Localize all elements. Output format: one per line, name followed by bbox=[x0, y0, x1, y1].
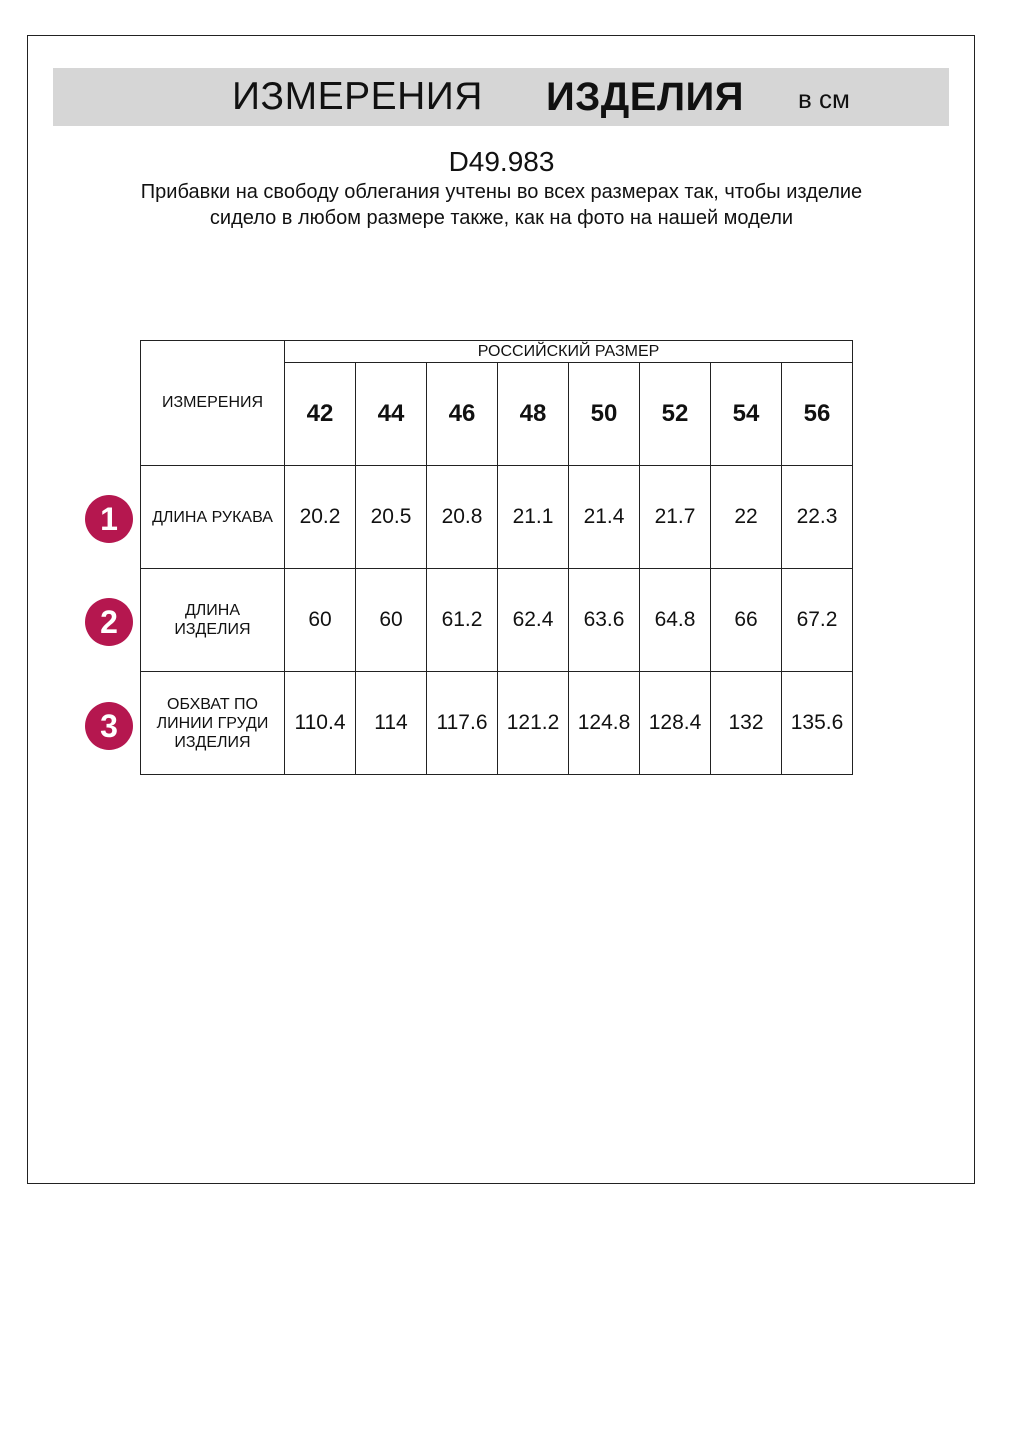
table-cell: 63.6 bbox=[569, 569, 640, 672]
fit-note: Прибавки на свободу облегания учтены во всех размерах так, чтобы изделие сидело в любом размере также, как на фото на нашей модели bbox=[140, 181, 863, 229]
title-banner bbox=[53, 68, 949, 126]
row-label-chest-girth bbox=[141, 672, 285, 775]
size-group-header: РОССИЙСКИЙ РАЗМЕР bbox=[285, 341, 853, 363]
table-cell: 117.6 bbox=[427, 672, 498, 775]
measurements-header: ИЗМЕРЕНИЯ bbox=[141, 341, 285, 466]
size-44: 44 bbox=[356, 363, 427, 466]
table-cell: 110.4 bbox=[285, 672, 356, 775]
table-cell: 60 bbox=[285, 569, 356, 672]
size-56: 56 bbox=[782, 363, 853, 466]
table-cell: 22 bbox=[711, 466, 782, 569]
size-46: 46 bbox=[427, 363, 498, 466]
table-cell: 21.1 bbox=[498, 466, 569, 569]
table-cell: 67.2 bbox=[782, 569, 853, 672]
row-label-chest-girth-text: ОБХВАТ ПО ЛИНИИ ГРУДИ ИЗДЕЛИЯ bbox=[156, 695, 269, 751]
article-number: D49.983 bbox=[448, 146, 555, 177]
table-cell: 20.8 bbox=[427, 466, 498, 569]
table-cell: 114 bbox=[356, 672, 427, 775]
table-cell: 64.8 bbox=[640, 569, 711, 672]
size-52: 52 bbox=[640, 363, 711, 466]
size-54: 54 bbox=[711, 363, 782, 466]
badge-2: 2 bbox=[85, 598, 133, 646]
badge-1: 1 bbox=[85, 495, 133, 543]
table-cell: 20.5 bbox=[356, 466, 427, 569]
table-cell: 128.4 bbox=[640, 672, 711, 775]
row-label-garment-length-text: ДЛИНА ИЗДЕЛИЯ bbox=[174, 602, 251, 638]
table-cell: 20.2 bbox=[285, 466, 356, 569]
title-part2: ИЗДЕЛИЯ bbox=[546, 75, 745, 119]
size-50: 50 bbox=[569, 363, 640, 466]
size-48: 48 bbox=[498, 363, 569, 466]
badge-3: 3 bbox=[85, 702, 133, 750]
table-row bbox=[141, 672, 853, 775]
table-row bbox=[141, 466, 853, 569]
table-cell: 132 bbox=[711, 672, 782, 775]
table-row bbox=[141, 569, 853, 672]
table-cell: 22.3 bbox=[782, 466, 853, 569]
size-42: 42 bbox=[285, 363, 356, 466]
table-cell: 124.8 bbox=[569, 672, 640, 775]
table-cell: 21.4 bbox=[569, 466, 640, 569]
units-label: в см bbox=[798, 84, 850, 114]
table-cell: 60 bbox=[356, 569, 427, 672]
table-cell: 61.2 bbox=[427, 569, 498, 672]
row-label-sleeve-length: ДЛИНА РУКАВА bbox=[141, 466, 285, 569]
table-cell: 121.2 bbox=[498, 672, 569, 775]
table-cell: 21.7 bbox=[640, 466, 711, 569]
row-label-garment-length bbox=[141, 569, 285, 672]
table-cell: 135.6 bbox=[782, 672, 853, 775]
table-cell: 66 bbox=[711, 569, 782, 672]
table-cell: 62.4 bbox=[498, 569, 569, 672]
title-part1: ИЗМЕРЕНИЯ bbox=[232, 75, 483, 118]
size-table bbox=[140, 340, 853, 775]
